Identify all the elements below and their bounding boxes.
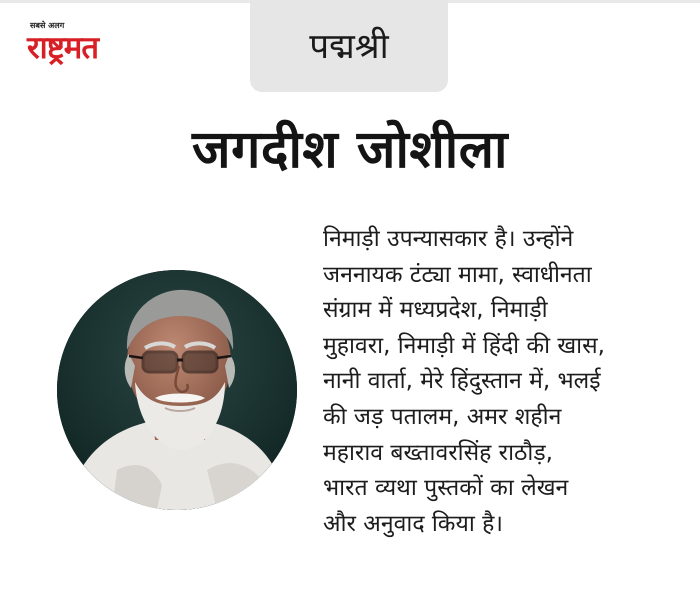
bio-line: नानी वार्ता, मेरे हिंदुस्तान में, भलई xyxy=(323,368,601,395)
brand-name: राष्ट्रमत xyxy=(27,30,99,66)
bio-line: संग्राम में मध्यप्रदेश, निमाड़ी xyxy=(323,297,548,324)
bio-line: निमाड़ी उपन्यासकार है। उन्होंने xyxy=(323,226,574,252)
bio-line: जननायक टंट्या मामा, स्वाधीनता xyxy=(323,261,592,288)
portrait-photo xyxy=(57,270,297,510)
bio-text xyxy=(323,222,695,542)
award-label: पद्मश्री xyxy=(309,27,389,67)
bio-line: महाराव बख्तावरसिंह राठौड़, xyxy=(323,439,553,466)
brand-tagline: सबसे अलग xyxy=(30,21,65,30)
person-name: जगदीश जोशीला xyxy=(191,120,508,180)
brand-logo xyxy=(27,20,157,70)
bio-line: भारत व्यथा पुस्तकों का लेखन xyxy=(323,475,569,502)
bio-line: और अनुवाद किया है। xyxy=(323,510,504,537)
portrait-illustration xyxy=(57,270,297,510)
bio-line: मुहावरा, निमाड़ी में हिंदी की खास, xyxy=(323,332,605,359)
award-tab xyxy=(250,0,448,92)
bio-line: की जड़ पतालम, अमर शहीन xyxy=(323,403,562,430)
